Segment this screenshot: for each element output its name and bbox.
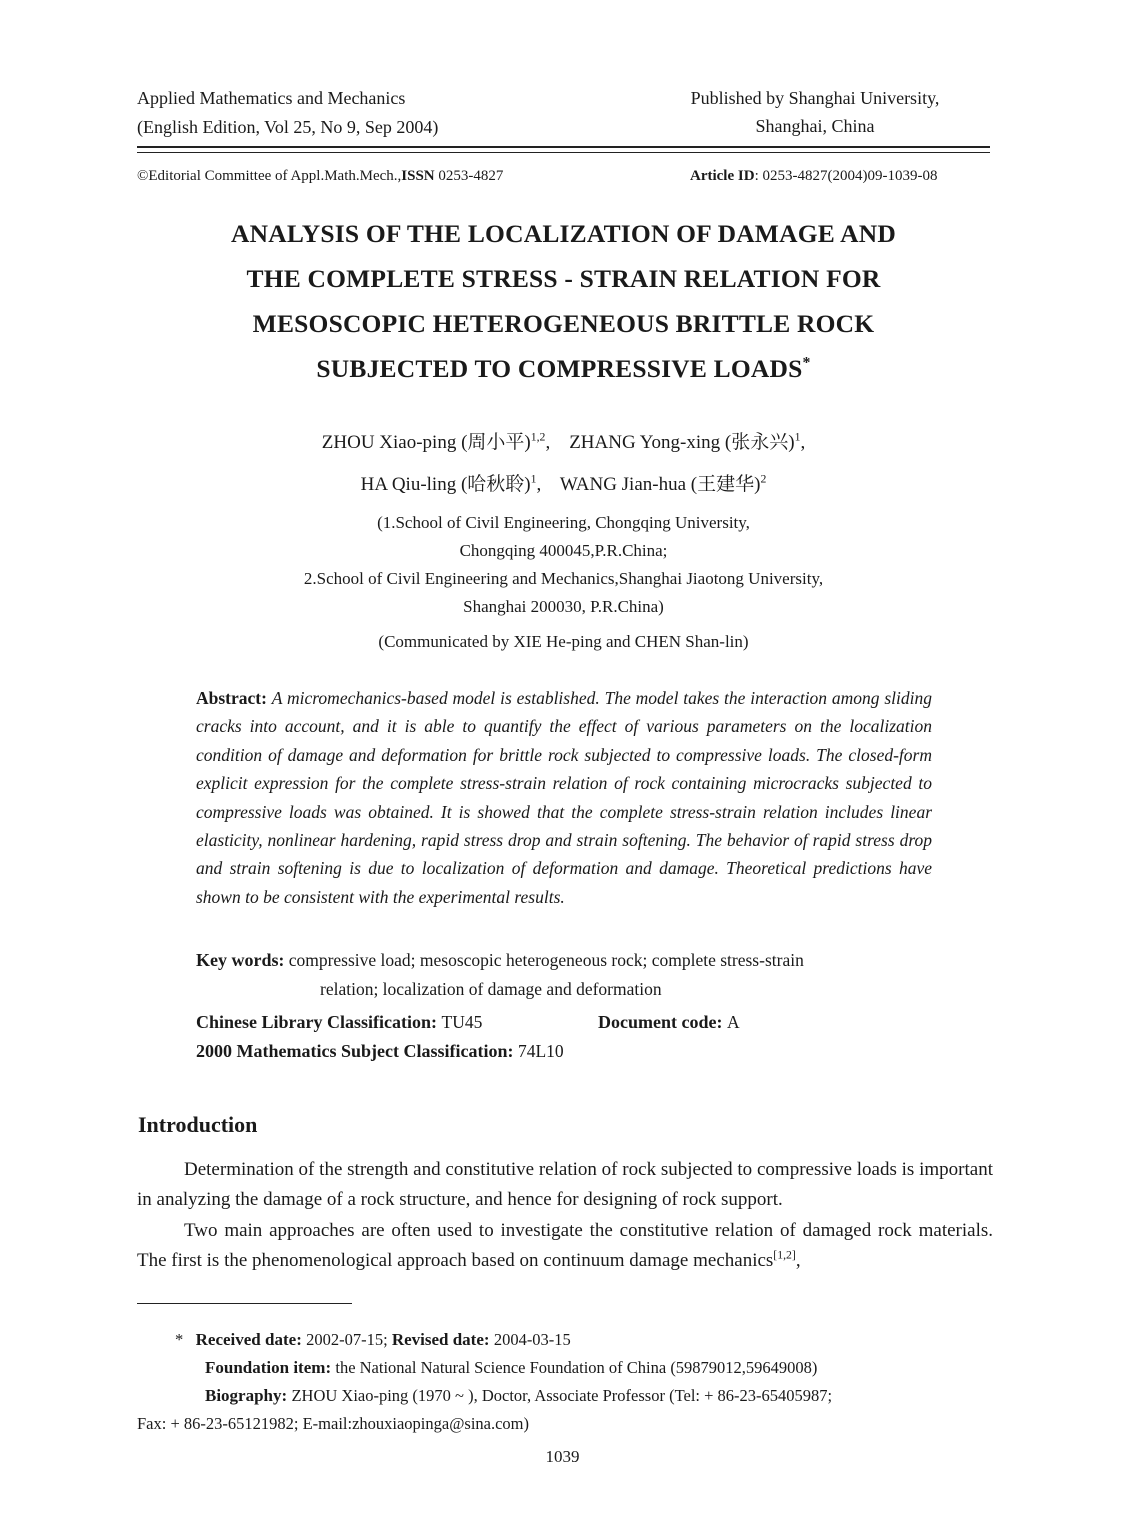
author-1-affil: 1,2: [530, 430, 546, 444]
msc-classification: 2000 Mathematics Subject Classification: 74L10: [196, 1041, 564, 1061]
header-rule-thin: [137, 152, 990, 153]
abstract-label: Abstract: [196, 688, 262, 708]
title-line-1: ANALYSIS OF THE LOCALIZATION OF DAMAGE AND: [231, 219, 896, 248]
issn-value: 0253-4827: [438, 168, 504, 184]
copyright-line: [137, 168, 503, 185]
journal-name: Applied Mathematics and Mechanics: [137, 88, 406, 108]
intro-paragraph-2: [137, 1216, 993, 1276]
foundation-label: Foundation item: [205, 1358, 326, 1377]
document-code: Document code: A: [598, 1012, 740, 1032]
communicated-by: (Communicated by XIE He-ping and CHEN Shan-lin): [378, 632, 749, 651]
clc-label: Chinese Library Classification: [196, 1012, 432, 1032]
author-2-affil: 1: [794, 430, 801, 444]
msc-label: 2000 Mathematics Subject Classification: [196, 1041, 508, 1061]
footnote-star: *: [175, 1330, 184, 1349]
foundation-value: the National Natural Science Foundation of China (59879012,59649008): [335, 1358, 818, 1377]
received-label: Received date: [195, 1330, 297, 1349]
abstract: Abstract: A micromechanics-based model is established. The model takes the interaction among sliding cracks into account, and it is able to quantify the effect of various parameters on the localization condition of damage and deformation for brittle rock subjected to compressive loads. The closed-form explicit expression for the complete stress-strain relation of rock containing microcracks subjected to compressive loads was obtained. It is showed that the complete stress-strain relation includes linear elasticity, nonlinear hardening, rapid stress drop and strain softening. The behavior of rapid stress drop and strain softening is due to localization of deformation and damage. Theoretical predictions have shown to be consistent with the experimental results.: [196, 688, 933, 907]
author-4-affil: 2: [760, 472, 767, 486]
title-line-4: [137, 354, 990, 384]
intro-paragraph-1: Determination of the strength and constitutive relation of rock subjected to compressive loads is important in analyzing the damage of a rock structure, and hence for designing of rock support.: [137, 1159, 993, 1210]
authors-line-2: HA Qiu-ling (哈秋聆)$^1$, WANG Jian-hua (王建华)$^2$: [360, 472, 767, 495]
footnote-biography: Biography: ZHOU Xiao-ping (1970 ~ ), Doctor, Associate Professor (Tel: + 86-23-65405987;: [205, 1386, 833, 1405]
header-rule-thick: [137, 146, 990, 148]
author-3-affil: 1: [530, 472, 537, 486]
received-value: 2002-07-15;: [306, 1330, 388, 1349]
publisher-line1: Published by Shanghai University,: [690, 88, 940, 108]
title-line-4-text: SUBJECTED TO COMPRESSIVE LOADS: [316, 354, 803, 383]
revised-value: 2004-03-15: [493, 1330, 571, 1349]
journal-edition: (English Edition, Vol 25, No 9, Sep 2004): [137, 117, 439, 137]
introduction-heading: Introduction: [138, 1112, 258, 1137]
publisher-line2: Shanghai, China: [755, 116, 875, 136]
document-code-label: Document code: [598, 1012, 717, 1032]
article-id-value: : 0253-4827(2004)09-1039-08: [754, 168, 938, 184]
document-code-value: A: [726, 1012, 740, 1032]
footnote-dates: * Received date: 2002-07-15; Revised date: 2004-03-15: [175, 1330, 571, 1349]
issn-label: ISSN: [401, 168, 435, 184]
title-line-2: THE COMPLETE STRESS - STRAIN RELATION FOR: [246, 264, 881, 293]
author-1: ZHOU Xiao-ping (周小平): [321, 432, 531, 453]
article-id: [690, 168, 937, 185]
citation-ref: [1,2]: [773, 1248, 796, 1262]
affiliation-line-4: Shanghai 200030, P.R.China): [463, 597, 664, 616]
page-number: 1039: [545, 1447, 580, 1466]
article-id-label: Article ID: [690, 168, 755, 184]
copyright-prefix: ©Editorial Committee of Appl.Math.Mech.,: [137, 168, 402, 184]
keywords-label: Key words: [196, 950, 279, 970]
authors-line-1: ZHOU Xiao-ping (周小平)$^{1,2}$, ZHANG Yong-xing (张永兴)$^1$,: [321, 430, 806, 453]
clc-classification: Chinese Library Classification: TU45: [196, 1012, 483, 1032]
abstract-text: A micromechanics-based model is established. The model takes the interaction among sliding cracks into account, and it is able to quantify the effect of various parameters on the localization condition of damage and deformation for brittle rock subjected to compressive loads. The closed-form explicit expression for the complete stress-strain relation of rock containing microcracks subjected to compressive loads was obtained. It is showed that the complete stress-strain relation includes linear elasticity, nonlinear hardening, rapid stress drop and strain softening. The behavior of rapid stress drop and strain softening is due to localization of deformation and damage. Theoretical predictions have shown to be consistent with the experimental results.: [196, 688, 933, 907]
keywords-line-2: relation; localization of damage and deformation: [320, 979, 662, 999]
intro-paragraph-2-end: ,: [795, 1250, 801, 1271]
keywords: Key words: compressive load; mesoscopic heterogeneous rock; complete stress-strain: [196, 950, 804, 970]
title-line-3: MESOSCOPIC HETEROGENEOUS BRITTLE ROCK: [252, 309, 875, 338]
footnote-foundation: Foundation item: the National Natural Science Foundation of China (59879012,59649008): [205, 1358, 818, 1377]
author-4: WANG Jian-hua (王建华): [559, 474, 761, 495]
keywords-line-1: compressive load; mesoscopic heterogeneous rock; complete stress-strain: [288, 950, 804, 970]
title-footnote-mark: *: [802, 354, 811, 372]
affiliation-line-3: 2.School of Civil Engineering and Mechanics,Shanghai Jiaotong University,: [303, 569, 824, 588]
clc-value: TU45: [441, 1012, 483, 1032]
author-3: HA Qiu-ling (哈秋聆): [360, 474, 531, 495]
footnote-rule: [137, 1303, 352, 1304]
revised-label: Revised date: [391, 1330, 484, 1349]
footnote-biography-contact: Fax: + 86-23-65121982; E-mail:zhouxiaopinga@sina.com): [137, 1414, 530, 1433]
affiliation-line-2: Chongqing 400045,P.R.China;: [459, 541, 668, 560]
biography-value: ZHOU Xiao-ping (1970 ~ ), Doctor, Associate Professor (Tel: + 86-23-65405987;: [291, 1386, 833, 1405]
author-2: ZHANG Yong-xing (张永兴): [569, 432, 795, 453]
affiliation-line-1: (1.School of Civil Engineering, Chongqing University,: [377, 513, 750, 532]
msc-value: 74L10: [517, 1041, 564, 1061]
biography-label: Biography: [205, 1386, 282, 1405]
intro-paragraph-2-text: Two main approaches are often used to investigate the constitutive relation of damaged rock materials. The first is the phenomenological approach based on continuum damage mechanics: [137, 1220, 993, 1271]
